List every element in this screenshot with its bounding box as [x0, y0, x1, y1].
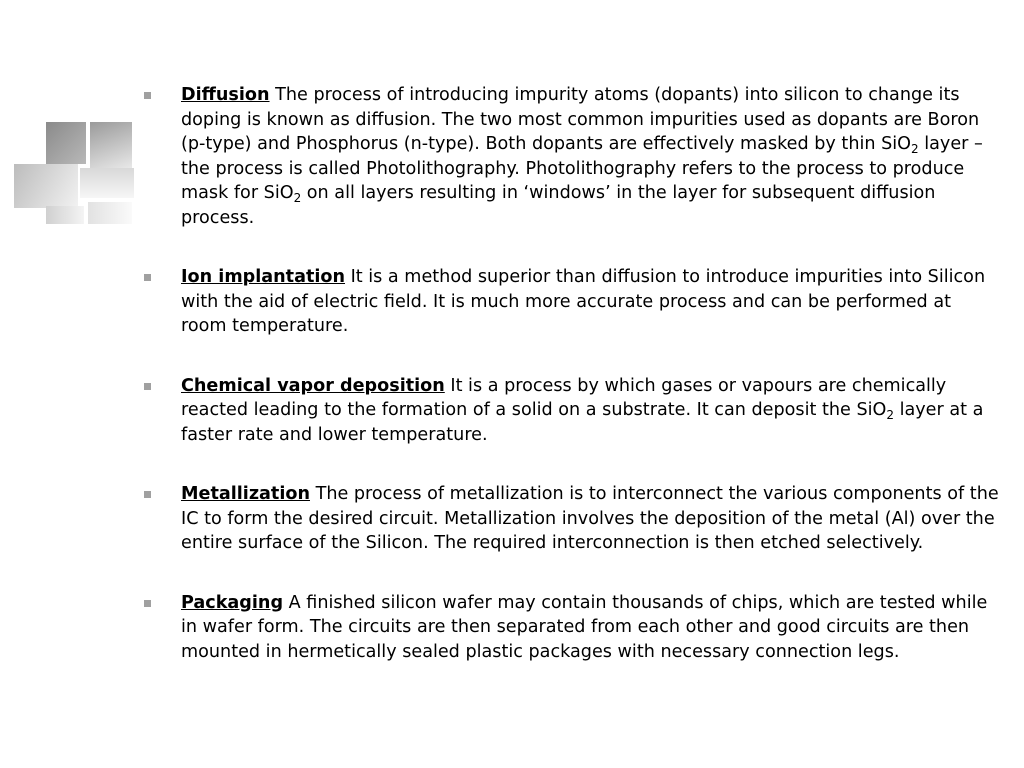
- slide-content: [142, 83, 1002, 699]
- subscript: 2: [886, 408, 894, 422]
- decorative-block: [46, 206, 84, 224]
- decorative-block: [88, 202, 132, 224]
- bullet-text: The process of metallization is to interconnect the various components of the IC to form the desired circuit. Metallization involves the deposition of the metal (Al) over the entire surface of the Silicon. The required interconnection is then etched selectively.: [181, 484, 999, 553]
- bullet-text: The process of introducing impurity atoms (dopants) into silicon to change its doping is known as diffusion. The two most common impurities used as dopants are Boron (p-type) and Phosphorus (n-type). Both dopants are effectively masked by thin SiO: [181, 85, 980, 154]
- subscript: 2: [911, 142, 919, 156]
- bullet-square-icon: [144, 92, 151, 99]
- bullet-item-diffusion: [142, 83, 1002, 230]
- bullet-square-icon: [144, 600, 151, 607]
- bullet-text: It is a method superior than diffusion to introduce impurities into Silicon with the aid of electric field. It is much more accurate process and can be performed at room temperature.: [181, 267, 986, 336]
- bullet-item-metallization: [142, 482, 1002, 556]
- bullet-square-icon: [144, 383, 151, 390]
- bullet-text: It is a process by which gases or vapours are chemically reacted leading to the formation of a solid on a substrate. It can deposit the SiO: [181, 375, 947, 420]
- bullet-text: A finished silicon wafer may contain thousands of chips, which are tested while in wafer form. The circuits are then separated from each other and good circuits are then mounted in hermetically sealed plastic packages with necessary connection legs.: [181, 592, 988, 662]
- bullet-item-ion-implantation: [142, 265, 1002, 339]
- decorative-block: [14, 164, 78, 208]
- bullet-item-chemical-vapor-deposition: [142, 374, 1002, 448]
- bullet-square-icon: [144, 274, 151, 281]
- term-ion-implantation: Ion implantation: [181, 267, 346, 287]
- bullet-text: layer – the process is called Photolithography. Photolithography refers to the process to produce mask for SiO: [181, 134, 983, 203]
- bullet-square-icon: [144, 491, 151, 498]
- bullet-text: on all layers resulting in ‘windows’ in the layer for subsequent diffusion process.: [181, 183, 936, 228]
- decorative-block-graphic: [0, 0, 140, 230]
- bullet-text: layer at a faster rate and lower temperature.: [181, 400, 984, 445]
- term-chemical-vapor-deposition: Chemical vapor deposition: [181, 375, 445, 396]
- subscript: 2: [293, 191, 302, 205]
- term-metallization: Metallization: [181, 484, 310, 504]
- bullet-item-packaging: [142, 591, 1002, 665]
- decorative-block: [90, 122, 132, 168]
- term-packaging: Packaging: [181, 592, 284, 613]
- decorative-block: [46, 122, 86, 164]
- decorative-block: [80, 168, 134, 198]
- term-diffusion: Diffusion: [181, 85, 270, 105]
